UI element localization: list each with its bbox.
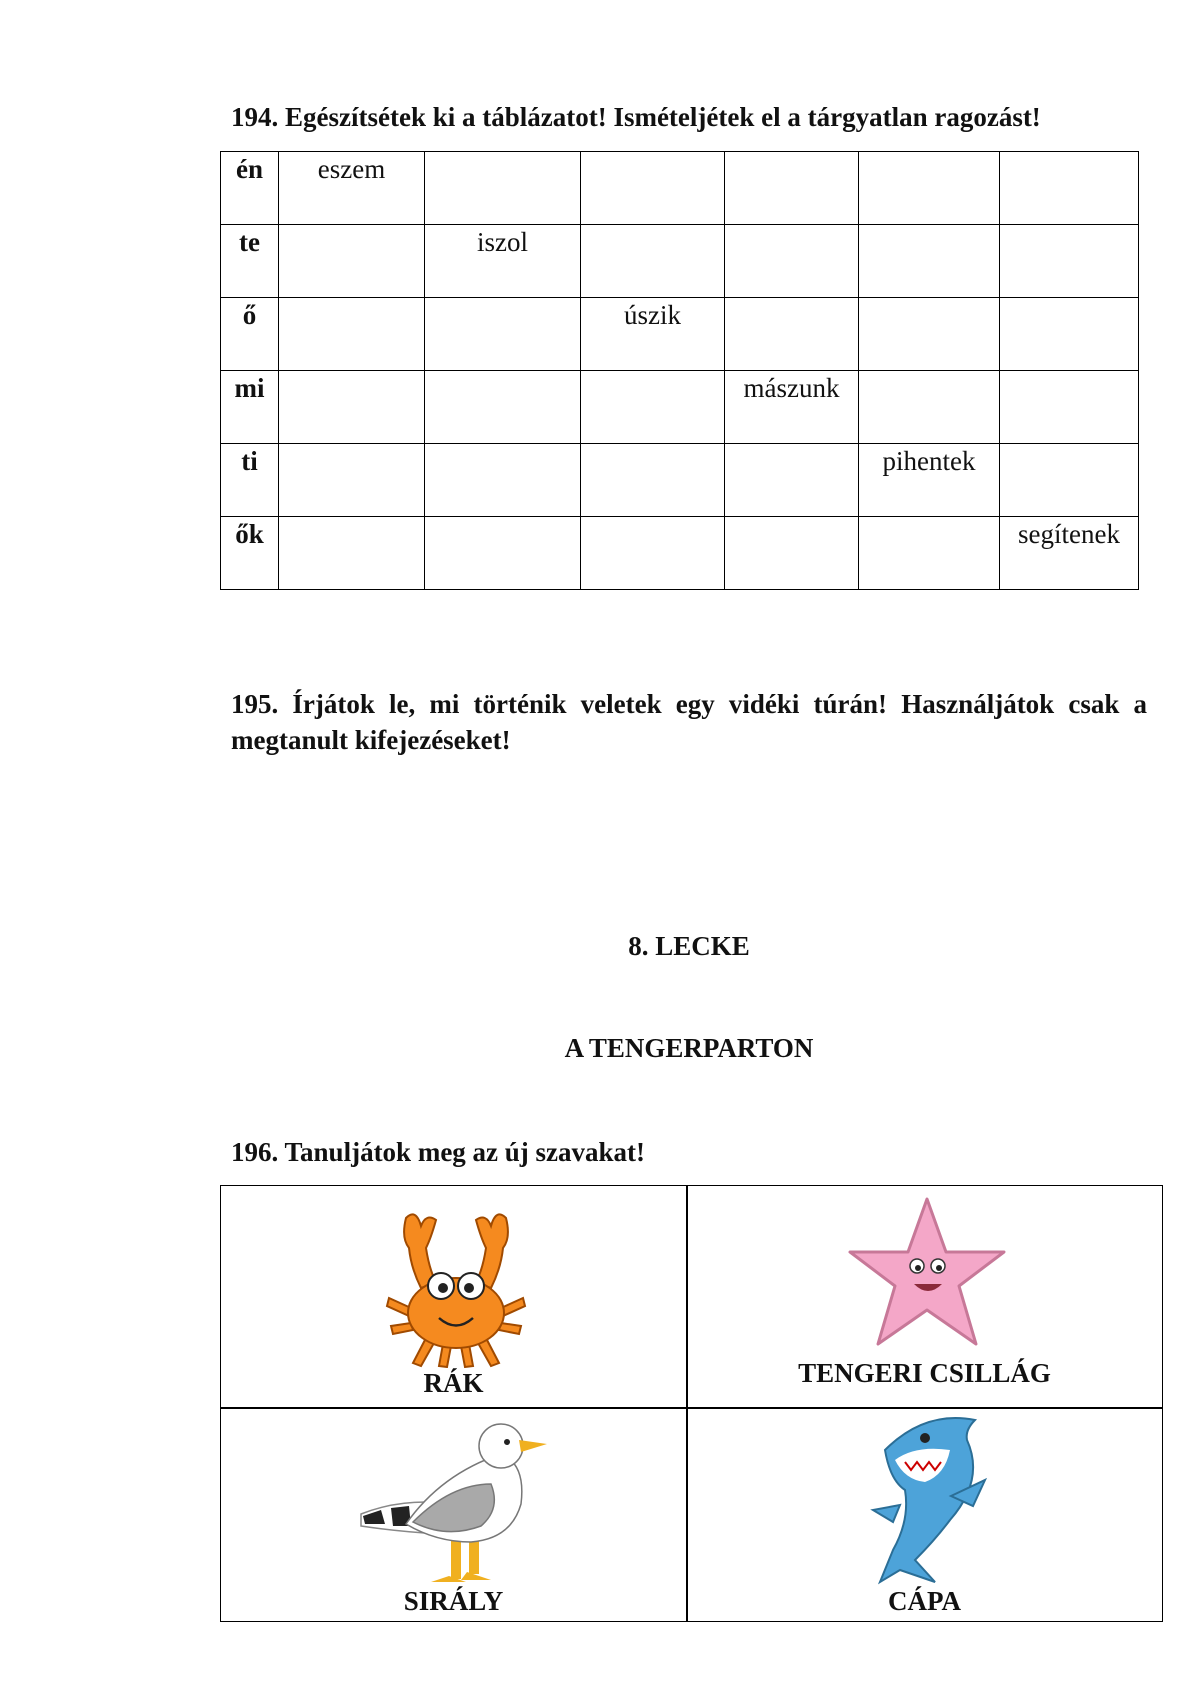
vocab-cell-crab (221, 1186, 686, 1407)
word-label-rak: RÁK (423, 1368, 484, 1398)
pronoun-cell: ő (221, 298, 279, 371)
table-row (221, 444, 1139, 517)
exercise-194-heading: 194. Egészítsétek ki a táblázatot! Ismételjétek el a tárgyatlan ragozást! (231, 102, 1041, 132)
blank-answer-cell[interactable] (725, 517, 859, 590)
pronoun-cell: mi (221, 371, 279, 444)
blank-answer-cell[interactable] (425, 444, 581, 517)
table-row (221, 225, 1139, 298)
blank-answer-cell[interactable] (581, 371, 725, 444)
pronoun-cell: te (221, 225, 279, 298)
vocab-cell-starfish (687, 1186, 1162, 1407)
seagull-icon (351, 1414, 551, 1589)
verb-form-cell: iszol (425, 225, 581, 298)
exercise-195-heading: 195. Írjátok le, mi történik veletek egy vidéki túrán! Használjátok csak a megtanult kifejezéseket! (231, 689, 1147, 755)
blank-answer-cell[interactable] (581, 444, 725, 517)
blank-answer-cell[interactable] (279, 298, 425, 371)
shark-icon (855, 1410, 995, 1588)
conjugation-table (220, 151, 1139, 590)
blank-answer-cell[interactable] (725, 225, 859, 298)
blank-answer-cell[interactable] (725, 444, 859, 517)
lesson-title: A TENGERPARTON (564, 1033, 814, 1063)
lesson-number: 8. LECKE (628, 931, 750, 961)
blank-answer-cell[interactable] (725, 298, 859, 371)
table-row (221, 517, 1139, 590)
blank-answer-cell[interactable] (581, 152, 725, 225)
verb-form-cell: mászunk (725, 371, 859, 444)
vocab-cell-shark (687, 1408, 1162, 1622)
word-label-capa: CÁPA (888, 1586, 961, 1616)
blank-answer-cell[interactable] (279, 444, 425, 517)
pronoun-cell: én (221, 152, 279, 225)
blank-answer-cell[interactable] (859, 371, 1000, 444)
blank-answer-cell[interactable] (1000, 298, 1139, 371)
word-label-tengeri-csillag: TENGERI CSILLÁG (798, 1358, 1051, 1388)
table-row (221, 152, 1139, 225)
blank-answer-cell[interactable] (425, 371, 581, 444)
blank-answer-cell[interactable] (859, 517, 1000, 590)
vocab-cell-seagull (221, 1408, 686, 1622)
blank-answer-cell[interactable] (725, 152, 859, 225)
blank-answer-cell[interactable] (859, 298, 1000, 371)
starfish-icon (842, 1194, 1012, 1354)
vocabulary-grid (220, 1185, 1163, 1622)
blank-answer-cell[interactable] (279, 371, 425, 444)
pronoun-cell: ti (221, 444, 279, 517)
blank-answer-cell[interactable] (1000, 371, 1139, 444)
blank-answer-cell[interactable] (1000, 444, 1139, 517)
crab-icon (381, 1198, 531, 1368)
blank-answer-cell[interactable] (1000, 225, 1139, 298)
blank-answer-cell[interactable] (425, 517, 581, 590)
blank-answer-cell[interactable] (859, 225, 1000, 298)
blank-answer-cell[interactable] (425, 152, 581, 225)
blank-answer-cell[interactable] (279, 517, 425, 590)
blank-answer-cell[interactable] (425, 298, 581, 371)
blank-answer-cell[interactable] (581, 225, 725, 298)
word-label-siraly: SIRÁLY (403, 1586, 504, 1616)
verb-form-cell: segítenek (1000, 517, 1139, 590)
table-row (221, 298, 1139, 371)
verb-form-cell: pihentek (859, 444, 1000, 517)
blank-answer-cell[interactable] (581, 517, 725, 590)
blank-answer-cell[interactable] (859, 152, 1000, 225)
exercise-196-heading: 196. Tanuljátok meg az új szavakat! (231, 1137, 646, 1167)
blank-answer-cell[interactable] (1000, 152, 1139, 225)
pronoun-cell: ők (221, 517, 279, 590)
verb-form-cell: úszik (581, 298, 725, 371)
blank-answer-cell[interactable] (279, 225, 425, 298)
table-row (221, 371, 1139, 444)
verb-form-cell: eszem (279, 152, 425, 225)
